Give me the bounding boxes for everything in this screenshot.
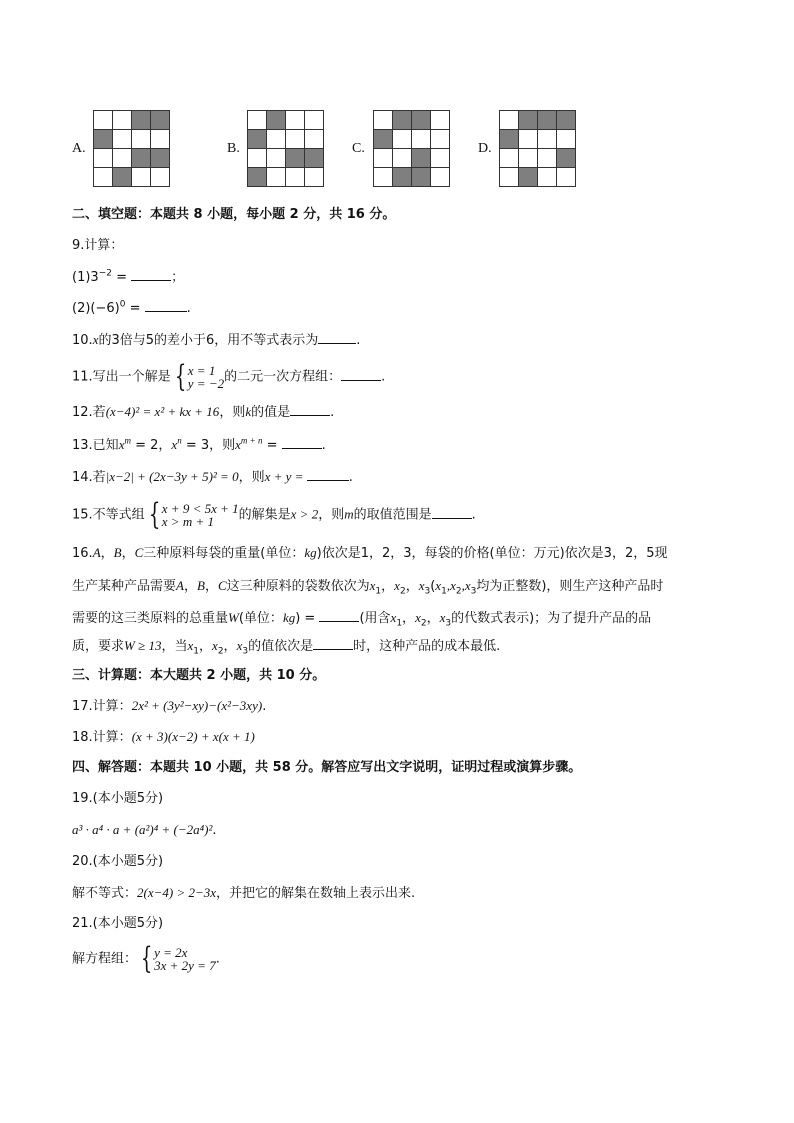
q13-x3-exp: m + n bbox=[240, 435, 263, 446]
q14-blank[interactable] bbox=[307, 468, 349, 481]
shaded-cell bbox=[500, 130, 519, 149]
blank-cell bbox=[286, 168, 305, 187]
q21-system: { y = 2x 3x + 2y = 7 bbox=[140, 941, 216, 976]
q13-blank[interactable] bbox=[282, 436, 322, 449]
q16-b: B bbox=[113, 545, 122, 560]
shaded-cell bbox=[412, 168, 431, 187]
blank-cell bbox=[374, 149, 393, 168]
q16-x1c: x bbox=[390, 610, 397, 625]
blank-cell bbox=[393, 149, 412, 168]
q16-text5: 均为正整数)，则生产这种产品时 bbox=[476, 579, 664, 594]
q16-line2: 生产某种产品需要A，B，C这三种原料的袋数依次为$x_1$，$x_2$，$x_3(x_1,x_2,x_3$均为正整数)，则生产这种产品时 bbox=[72, 578, 664, 597]
blank-cell bbox=[538, 168, 557, 187]
q16-text1: 三种原料每袋的重量(单位： bbox=[143, 546, 305, 561]
q13-x1-exp: m bbox=[124, 435, 131, 446]
blank-cell bbox=[519, 130, 538, 149]
q18-expr: (x + 3)(x−2) + x(x + 1) bbox=[131, 729, 255, 744]
q14-pre: 14.若 bbox=[72, 470, 106, 485]
q9-p2-end: . bbox=[186, 301, 191, 316]
q16-kg: kg bbox=[304, 545, 317, 560]
q16-text6: 需要的这三类原料的总重量 bbox=[72, 611, 229, 626]
q16-x3d: x bbox=[236, 638, 243, 653]
q16-comma3: ， bbox=[183, 579, 197, 594]
q15-tail: 的取值范围是 bbox=[353, 507, 432, 523]
blank-cell bbox=[412, 130, 431, 149]
q15-blank[interactable] bbox=[432, 506, 472, 519]
option-d-label: D. bbox=[478, 141, 492, 156]
q16-line1 bbox=[72, 544, 668, 563]
shaded-cell bbox=[393, 111, 412, 130]
blank-cell bbox=[113, 111, 132, 130]
shaded-cell bbox=[374, 130, 393, 149]
q12-pre: 12.若 bbox=[72, 405, 106, 420]
blank-cell bbox=[500, 111, 519, 130]
q15-m: m bbox=[344, 506, 354, 522]
blank-cell bbox=[94, 111, 113, 130]
blank-cell bbox=[538, 130, 557, 149]
blank-cell bbox=[557, 168, 576, 187]
q18-pre: 18.计算： bbox=[72, 730, 132, 745]
blank-cell bbox=[500, 149, 519, 168]
blank-cell bbox=[305, 130, 324, 149]
q10-text: 的3倍与5的差小于6，用不等式表示为 bbox=[98, 333, 319, 348]
q15-row2: x > m + 1 bbox=[161, 514, 214, 529]
shaded-cell bbox=[94, 130, 113, 149]
q9-p2-exp: 0 bbox=[119, 299, 126, 310]
q12-post: 的值是 bbox=[251, 405, 291, 420]
q16-blank2[interactable] bbox=[313, 637, 353, 650]
q16-text2: )依次是1，2，3，每袋的价格(单位：万元)依次是3，2，5现 bbox=[316, 546, 668, 561]
q15-pre: 15.不等式组 bbox=[72, 507, 145, 523]
q12-blank[interactable] bbox=[290, 403, 330, 416]
q16-cond: W ≥ 13 bbox=[124, 638, 162, 653]
q16-text3: 生产某种产品需要 bbox=[72, 579, 177, 594]
q19-body bbox=[72, 821, 217, 840]
q21-heading: 21.(本小题5分) bbox=[72, 916, 164, 931]
q16-text9: 的代数式表示)；为了提升产品的品 bbox=[451, 611, 652, 626]
q16-x3d-sub: 3 bbox=[242, 646, 249, 657]
option-b-label: B. bbox=[227, 141, 240, 156]
q16-c2: C bbox=[217, 578, 227, 593]
shaded-cell bbox=[132, 111, 151, 130]
q9-part2 bbox=[72, 299, 191, 318]
q16-x3c-sub: 3 bbox=[445, 618, 452, 629]
q16-a2: A bbox=[176, 578, 184, 593]
q15-mid: ，则 bbox=[318, 507, 345, 523]
shaded-cell bbox=[248, 130, 267, 149]
q16-text12: 的值依次是 bbox=[248, 639, 314, 654]
shaded-cell bbox=[151, 111, 170, 130]
blank-cell bbox=[151, 130, 170, 149]
q16-x2c: x bbox=[415, 610, 421, 625]
shaded-cell bbox=[557, 111, 576, 130]
q16-x3b-sub: 3 bbox=[470, 586, 477, 597]
q14 bbox=[72, 468, 353, 487]
blank-cell bbox=[538, 149, 557, 168]
blank-cell bbox=[557, 130, 576, 149]
blank-cell bbox=[267, 149, 286, 168]
q20-pre: 解不等式： bbox=[72, 886, 138, 901]
q16-kg2: kg bbox=[282, 610, 296, 625]
option-a-grid bbox=[93, 110, 170, 187]
q16-x1: x bbox=[369, 578, 376, 593]
q12-expr: (x−4)² = x² + kx + 16 bbox=[105, 404, 220, 419]
blank-cell bbox=[305, 168, 324, 187]
q13-v2: = 3，则 bbox=[181, 438, 236, 453]
blank-cell bbox=[393, 130, 412, 149]
q16-text4: 这三种原料的袋数依次为 bbox=[226, 579, 370, 594]
q16-text13: 时，这种产品的成本最低. bbox=[353, 639, 501, 654]
option-c-grid bbox=[373, 110, 450, 187]
q16-num: 16. bbox=[72, 546, 93, 561]
blank-cell bbox=[374, 168, 393, 187]
shaded-cell bbox=[151, 149, 170, 168]
q9-part1 bbox=[72, 268, 184, 287]
q19-end: . bbox=[212, 823, 217, 838]
shaded-cell bbox=[267, 111, 286, 130]
shaded-cell bbox=[286, 149, 305, 168]
section-fill-heading: 二、填空题：本题共 8 小题，每小题 2 分，共 16 分。 bbox=[72, 207, 396, 222]
q11 bbox=[72, 359, 386, 394]
q14-expr2: x + y = bbox=[264, 469, 307, 484]
q17 bbox=[72, 697, 266, 716]
blank-cell bbox=[431, 111, 450, 130]
q16-x1d: x bbox=[187, 638, 194, 653]
q17-end: . bbox=[262, 699, 267, 714]
q14-mid: ，则 bbox=[238, 470, 265, 485]
blank-cell bbox=[519, 149, 538, 168]
q16-b2: B bbox=[196, 578, 205, 593]
q9-p1-text: (1)3 bbox=[72, 270, 99, 285]
q16-blank1[interactable] bbox=[319, 609, 359, 622]
q9-p2-text: (2)(−6) bbox=[72, 301, 120, 316]
blank-cell bbox=[374, 111, 393, 130]
q13-x1: x bbox=[118, 437, 125, 452]
q10-num: 10. bbox=[72, 333, 93, 348]
option-a-label: A. bbox=[72, 141, 86, 156]
q16-x3: x bbox=[418, 578, 425, 593]
section-calc-heading: 三、计算题：本大题共 2 小题，共 10 分。 bbox=[72, 668, 326, 683]
q16-x1-sub: 1 bbox=[375, 586, 382, 597]
q9-p2-blank[interactable] bbox=[145, 299, 187, 312]
shaded-cell bbox=[519, 111, 538, 130]
blank-cell bbox=[431, 149, 450, 168]
q14-end: . bbox=[348, 470, 353, 485]
q16-x1b: x bbox=[435, 578, 442, 593]
q16-x3-sub: 3 bbox=[424, 586, 431, 597]
blank-cell bbox=[151, 168, 170, 187]
q16-line3: 需要的这三类原料的总重量W(单位：kg) = (用含$x_1$，$x_2$，$x_3$的代数式表示)；为了提升产品的品 bbox=[72, 610, 652, 629]
q9-heading: 9.计算： bbox=[72, 238, 124, 253]
q16-comma4: ， bbox=[204, 579, 218, 594]
blank-cell bbox=[248, 111, 267, 130]
shaded-cell bbox=[412, 149, 431, 168]
q13-end: . bbox=[321, 438, 326, 453]
q19-expr: a³ · a⁴ · a + (a²)⁴ + (−2a⁴)² bbox=[72, 822, 213, 837]
q10-var: x bbox=[92, 332, 99, 347]
q11-blank[interactable] bbox=[341, 368, 381, 381]
q16-x2d: x bbox=[212, 638, 218, 653]
q11-post: 的二元一次方程组： bbox=[224, 369, 342, 385]
q15-end: . bbox=[471, 507, 476, 523]
shaded-cell bbox=[305, 149, 324, 168]
blank-cell bbox=[113, 149, 132, 168]
q21-row2: 3x + 2y = 7 bbox=[154, 958, 216, 973]
q17-expr: 2x² + (3y²−xy)−(x²−3xy) bbox=[131, 698, 263, 713]
q16-x2: x bbox=[394, 578, 400, 593]
q12-mid: ，则 bbox=[219, 405, 246, 420]
q21-pre: 解方程组： bbox=[72, 951, 138, 967]
blank-cell bbox=[431, 130, 450, 149]
q20-heading: 20.(本小题5分) bbox=[72, 854, 164, 869]
shaded-cell bbox=[557, 149, 576, 168]
blank-cell bbox=[248, 149, 267, 168]
q16-comma2: ， bbox=[121, 546, 135, 561]
option-b-grid bbox=[247, 110, 324, 187]
option-d-grid bbox=[499, 110, 576, 187]
shaded-cell bbox=[412, 111, 431, 130]
q16-x2b: x bbox=[450, 578, 456, 593]
q19-heading: 19.(本小题5分) bbox=[72, 791, 164, 806]
q16-x1c-sub: 1 bbox=[396, 618, 403, 629]
q15 bbox=[72, 497, 476, 532]
q16-x2c-sub: 2 bbox=[420, 618, 427, 629]
blank-cell bbox=[431, 168, 450, 187]
blank-cell bbox=[267, 130, 286, 149]
blank-cell bbox=[132, 130, 151, 149]
q10-blank[interactable] bbox=[318, 331, 356, 344]
q13-v3: = bbox=[262, 438, 282, 453]
q13-x2: x bbox=[171, 437, 178, 452]
blank-cell bbox=[267, 168, 286, 187]
q13-x3: x bbox=[235, 437, 241, 452]
q16-x1d-sub: 1 bbox=[193, 646, 200, 657]
q11-end: . bbox=[381, 369, 386, 385]
q9-p1-end: ； bbox=[171, 270, 185, 285]
q12-end: . bbox=[330, 405, 335, 420]
q11-row2: y = −2 bbox=[187, 376, 225, 391]
shaded-cell bbox=[132, 149, 151, 168]
q9-p1-exp: −2 bbox=[98, 268, 112, 279]
q16-a: A bbox=[92, 545, 101, 560]
q9-p1-eq: = bbox=[111, 270, 132, 285]
blank-cell bbox=[132, 168, 151, 187]
blank-cell bbox=[286, 130, 305, 149]
q15-cond: x > 2 bbox=[290, 506, 319, 522]
q16-x3c: x bbox=[439, 610, 446, 625]
q21-row1: y = 2x bbox=[154, 945, 188, 960]
q17-pre: 17.计算： bbox=[72, 699, 132, 714]
section-answer-heading: 四、解答题：本题共 10 小题，共 58 分。解答应写出文字说明，证明过程或演算步骤。 bbox=[72, 760, 582, 775]
q13 bbox=[72, 436, 326, 455]
q11-system: { x = 1 y = −2 bbox=[174, 359, 225, 394]
q20-expr: 2(x−4) > 2−3x bbox=[137, 885, 217, 900]
q15-post: 的解集是 bbox=[238, 507, 291, 523]
shaded-cell bbox=[393, 168, 412, 187]
shaded-cell bbox=[113, 168, 132, 187]
q18 bbox=[72, 728, 255, 747]
q13-pre: 13.已知 bbox=[72, 438, 119, 453]
q16-text10: 质，要求 bbox=[72, 639, 125, 654]
q16-x2d-sub: 2 bbox=[217, 646, 224, 657]
q15-row1: x + 9 < 5x + 1 bbox=[161, 501, 239, 516]
q21-body bbox=[72, 941, 220, 976]
q14-expr: |x−2| + (2x−3y + 5)² = 0 bbox=[105, 469, 239, 484]
blank-cell bbox=[94, 149, 113, 168]
q16-text8: (用含 bbox=[359, 611, 391, 626]
q10 bbox=[72, 331, 360, 350]
blank-cell bbox=[500, 168, 519, 187]
q20-body bbox=[72, 884, 415, 903]
q16-eq: ) = bbox=[295, 611, 320, 626]
q10-end: . bbox=[356, 333, 361, 348]
q15-system: { x + 9 < 5x + 1 x > m + 1 bbox=[148, 497, 239, 532]
q16-x2-sub: 2 bbox=[399, 586, 406, 597]
q11-pre: 11.写出一个解是 bbox=[72, 369, 171, 385]
q21-end: . bbox=[215, 951, 220, 967]
blank-cell bbox=[94, 168, 113, 187]
q16-x1b-sub: 1 bbox=[441, 586, 447, 597]
q20-post: ，并把它的解集在数轴上表示出来. bbox=[216, 886, 416, 901]
option-c-label: C. bbox=[352, 141, 365, 156]
blank-cell bbox=[286, 111, 305, 130]
q11-row1: x = 1 bbox=[187, 363, 216, 378]
shaded-cell bbox=[248, 168, 267, 187]
q16-x2b-sub: 2 bbox=[455, 586, 462, 597]
q16-x3b: x bbox=[464, 578, 471, 593]
q16-text7: (单位： bbox=[238, 611, 283, 626]
blank-cell bbox=[113, 130, 132, 149]
q12 bbox=[72, 403, 334, 422]
q9-p1-blank[interactable] bbox=[131, 268, 171, 281]
blank-cell bbox=[305, 111, 324, 130]
q13-x2-exp: n bbox=[177, 435, 182, 446]
q9-p2-eq: = bbox=[125, 301, 145, 316]
q16-line4: 质，要求W ≥ 13，当$x_1$，$x_2$，$x_3$的值依次是 时，这种产品的成本最低. bbox=[72, 638, 501, 657]
q13-v1: = 2， bbox=[130, 438, 172, 453]
shaded-cell bbox=[519, 168, 538, 187]
q12-k: k bbox=[245, 404, 252, 419]
q16-w: W bbox=[228, 610, 239, 625]
shaded-cell bbox=[538, 111, 557, 130]
q16-c: C bbox=[134, 545, 144, 560]
q16-comma1: ， bbox=[100, 546, 114, 561]
q16-text11: ，当 bbox=[161, 639, 188, 654]
